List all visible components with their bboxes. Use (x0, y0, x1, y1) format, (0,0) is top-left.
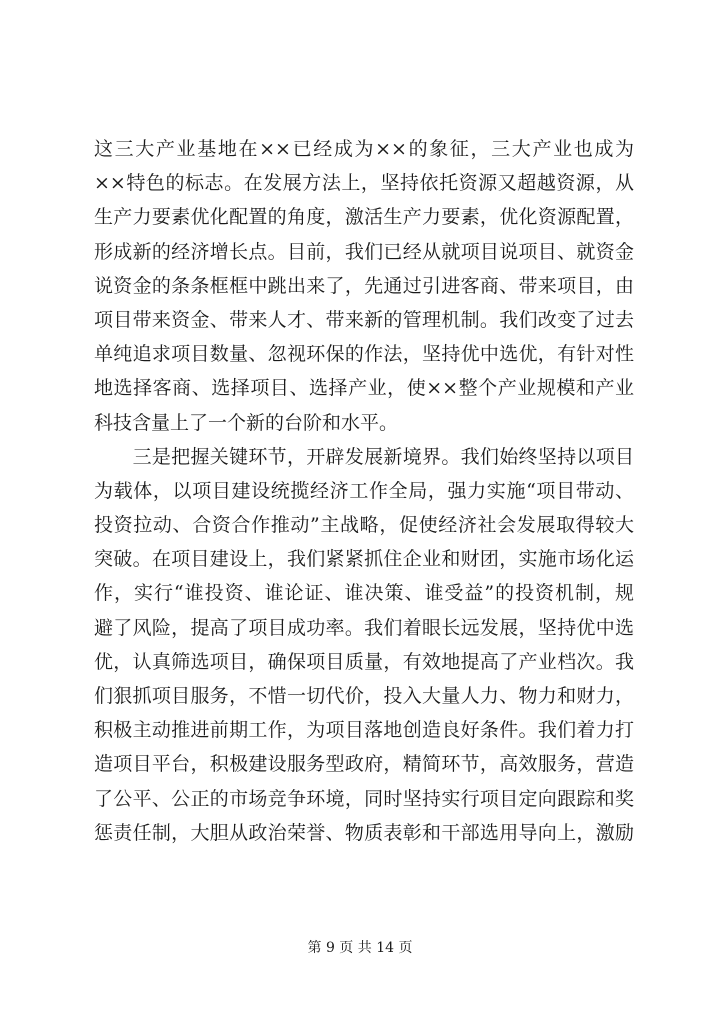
text-line: ××特色的标志。在发展方法上，坚持依托资源又超越资源，从 (94, 172, 634, 195)
page-footer: 第 9 页 共 14 页 (307, 940, 413, 956)
text-line: 优，认真筛选项目，确保项目质量，有效地提高了产业档次。我 (94, 650, 634, 673)
text-line: 说资金的条条框框中跳出来了，先通过引进客商、带来项目，由 (94, 274, 634, 297)
text-line: 了公平、公正的市场竞争环境，同时坚持实行项目定向跟踪和奖 (94, 787, 634, 810)
text-line: 项目带来资金、带来人才、带来新的管理机制。我们改变了过去 (94, 308, 634, 331)
text-line: 作，实行“谁投资、谁论证、谁决策、谁受益”的投资机制，规 (94, 582, 634, 605)
text-line: 们狠抓项目服务，不惜一切代价，投入大量人力、物力和财力， (94, 685, 634, 707)
text-line: 投资拉动、合资合作推动”主战略，促使经济社会发展取得较大 (94, 514, 634, 537)
text-line: 惩责任制，大胆从政治荣誉、物质表彰和干部选用导向上，激励 (94, 821, 634, 844)
text-line: 地选择客商、选择项目、选择产业，使××整个产业规模和产业 (94, 377, 634, 400)
text-line: 科技含量上了一个新的台阶和水平。 (94, 411, 399, 434)
text-line: 突破。在项目建设上，我们紧紧抓住企业和财团，实施市场化运 (94, 548, 634, 571)
text-line: 这三大产业基地在××已经成为××的象征，三大产业也成为 (94, 138, 634, 160)
text-line: 三是把握关键环节，开辟发展新境界。我们始终坚持以项目 (94, 445, 634, 468)
text-line: 生产力要素优化配置的角度，激活生产力要素，优化资源配置， (94, 206, 634, 229)
text-line: 形成新的经济增长点。目前，我们已经从就项目说项目、就资金 (94, 240, 634, 263)
body-text (94, 132, 634, 850)
text-line: 积极主动推进前期工作，为项目落地创造良好条件。我们着力打 (94, 719, 634, 742)
text-line: 避了风险，提高了项目成功率。我们着眼长远发展，坚持优中选 (94, 616, 634, 639)
text-line: 为载体，以项目建设统揽经济工作全局，强力实施“项目带动、 (94, 479, 634, 502)
text-line: 造项目平台，积极建设服务型政府，精简环节，高效服务，营造 (94, 753, 634, 776)
text-line: 单纯追求项目数量、忽视环保的作法，坚持优中选优，有针对性 (94, 343, 634, 366)
